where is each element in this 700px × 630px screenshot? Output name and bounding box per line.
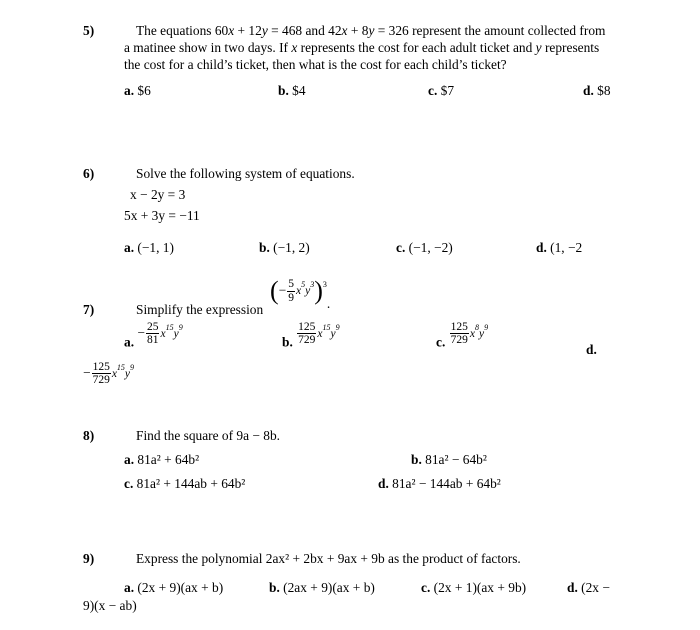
question-9-option-a[interactable]: a. (2x + 9)(ax + b) <box>124 580 224 595</box>
question-9-number: 9) <box>83 551 95 566</box>
question-9-option-c[interactable]: c. (2x + 1)(ax + 9b) <box>421 580 527 595</box>
question-8-option-c[interactable]: c. 81a² + 144ab + 64b² <box>124 476 246 491</box>
question-7-option-d-value[interactable]: − $\frac{125}{729}$ $x^{15}y^9$ <box>83 361 135 387</box>
question-5-option-d[interactable]: d. $8 <box>583 83 611 98</box>
question-5-option-a[interactable]: a. $6 <box>124 83 151 98</box>
question-8-prompt: Find the square of 9a − 8b. <box>136 428 281 443</box>
question-6-option-c[interactable]: c. (−1, −2) <box>396 240 453 255</box>
question-7-option-c[interactable]: c. $\frac{125}{729}$ $x^8y^9$ <box>436 321 489 350</box>
question-8-option-b[interactable]: b. 81a² − 64b² <box>411 452 487 467</box>
question-6-prompt: Solve the following system of equations. <box>136 166 355 181</box>
question-6-option-a[interactable]: a. (−1, 1) <box>124 240 174 255</box>
question-5-option-c[interactable]: c. $7 <box>428 83 455 98</box>
question-5-text-line3: the cost for a child’s ticket, then what is the cost for each child’s ticket? <box>124 57 507 72</box>
question-8-option-a[interactable]: a. 81a² + 64b² <box>124 452 200 467</box>
question-5-number: 5) <box>83 23 95 38</box>
question-7-option-a[interactable]: a. − $\frac{25}{81}$ $x^{15}y^9$ <box>124 321 183 350</box>
question-9-option-d-wrap: 9)(x − ab) <box>83 598 137 613</box>
question-6-option-b[interactable]: b. (−1, 2) <box>259 240 310 255</box>
question-8-option-d[interactable]: d. 81a² − 144ab + 64b² <box>378 476 501 491</box>
question-7-prompt: Simplify the expression <box>136 302 264 317</box>
question-7-option-b[interactable]: b. $\frac{125}{729}$ $x^{15}y^9$ <box>282 321 340 350</box>
question-6-number: 6) <box>83 166 95 181</box>
question-6-option-d[interactable]: d. (1, −2 <box>536 240 583 255</box>
question-7-option-d-label[interactable]: d. <box>586 342 597 357</box>
question-5-option-b[interactable]: b. $4 <box>278 83 306 98</box>
question-5-text-line2: a matinee show in two days. If x represents the cost for each adult ticket and y represents <box>124 40 600 55</box>
question-9-prompt: Express the polynomial 2ax² + 2bx + 9ax + 9b as the product of factors. <box>136 551 521 566</box>
question-9-option-b[interactable]: b. (2ax + 9)(ax + b) <box>269 580 375 595</box>
question-7-number: 7) <box>83 302 95 317</box>
question-6-equation-2: 5x + 3y = −11 <box>124 208 200 223</box>
question-5-text-line1: The equations 60x + 12y = 468 and 42x + 8y = 326 represent the amount collected from <box>136 23 606 38</box>
question-6-equation-1: x − 2y = 3 <box>130 187 186 202</box>
question-8-number: 8) <box>83 428 95 443</box>
question-7-expression: (− $\frac{5}{9}$ $x^5y^3)^3$. <box>270 276 331 312</box>
question-9-option-d[interactable]: d. (2x − <box>567 580 610 595</box>
